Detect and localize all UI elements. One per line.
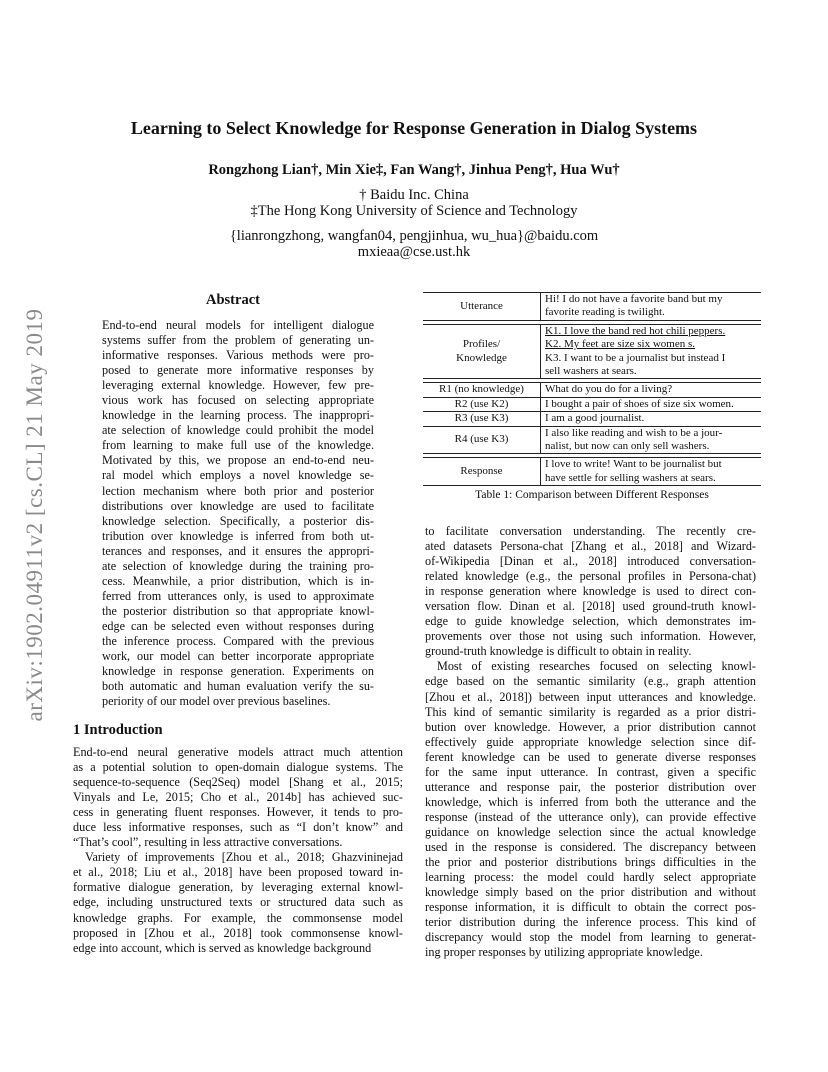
r3-label: R3 (use K3): [423, 412, 541, 425]
table-row: [423, 458, 761, 485]
r4-label: R4 (use K3): [423, 427, 541, 454]
text-line: ferent knowledge can be used to generate diverse responses: [425, 749, 756, 764]
table-row: [423, 398, 761, 411]
text-line: the inference process. Compared with the previous: [102, 633, 374, 648]
text-line: provements over those not using such information. However,: [425, 629, 756, 644]
text-line: ral model which employs a novel knowledge se-: [102, 468, 374, 483]
text-line: the prior and posterior distributions brings difficulties in the: [425, 855, 756, 870]
affiliation-hkust: ‡The Hong Kong University of Science and Technology: [250, 203, 578, 219]
comparison-table: [423, 292, 761, 486]
text-line: ate selection of knowledge during the training pro-: [102, 558, 374, 573]
text-line: versation flow. Dinan et al. [2018] used ground-truth knowl-: [425, 599, 756, 614]
text-line: both automatic and human evaluation verify the su-: [102, 679, 374, 694]
text-line: knowledge selection. Specifically, a posterior dis-: [102, 513, 374, 528]
text-line: learning process: the model could hardly select appropriate: [425, 870, 756, 885]
utterance-text: Hi! I do not have a favorite band but my: [545, 293, 723, 305]
r2-label: R2 (use K2): [423, 398, 541, 411]
table-row: [423, 293, 761, 320]
utterance-text: favorite reading is twilight.: [545, 306, 665, 319]
text-line: knowledge, which is inferred from both the utterance and the: [425, 794, 756, 809]
text-line: informative responses. Various methods were pro-: [102, 348, 374, 363]
text-line: knowledge graphs. For example, the commonsense model: [73, 910, 403, 925]
profiles-label: Profiles/ Knowledge: [423, 325, 541, 379]
text-line: related knowledge (e.g., the personal profiles in Persona-chat): [425, 569, 756, 584]
table-row: [423, 412, 761, 425]
response-text: I love to write! Want to be journalist but: [545, 458, 722, 471]
text-line: Variety of improvements [Zhou et al., 2018; Ghazvininejad: [85, 850, 403, 865]
text-line: to facilitate conversation understanding. The recently cre-: [425, 524, 756, 538]
text-line: response information, it is difficult to obtain the correct pos-: [425, 900, 756, 915]
abstract-body: [102, 318, 374, 709]
text-line: “That’s cool”, resulting in less attractive conversations.: [73, 835, 343, 850]
text-line: formative dialogue generation, by leveraging external knowl-: [73, 880, 403, 895]
text-line: tribution over knowledge is inferred from both ut-: [102, 528, 374, 543]
text-line: vious work has focused on selecting appropriate: [102, 393, 374, 408]
text-line: of-Wikipedia [Dinan et al., 2018] introduced conversation-: [425, 554, 756, 569]
text-line: End-to-end neural models for intelligent dialogue: [102, 318, 374, 332]
text-line: edge based on the semantic similarity (e.g., graph attention: [425, 674, 756, 689]
r1-label: R1 (no knowledge): [423, 383, 541, 396]
text-line: edge into account, which is served as knowledge background: [73, 940, 372, 955]
response-text: have settle for selling washers at sears.: [545, 471, 716, 484]
text-line: cess. Meanwhile, a prior distribution, which is in-: [102, 573, 374, 588]
knowledge-k2: K2. My feet are size six women s.: [545, 338, 695, 351]
introduction-heading: 1 Introduction: [73, 722, 163, 738]
text-line: distributions over knowledge are used to facilitate: [102, 498, 374, 513]
table-row: [423, 383, 761, 396]
r2-text: I bought a pair of shoes of size six women.: [545, 397, 734, 410]
text-line: knowledge simply based on the prior distribution and without: [425, 885, 756, 900]
text-line: the posterior distribution so that appropriate knowl-: [102, 603, 374, 618]
text-line: work, our model can better incorporate appropriate: [102, 649, 374, 664]
knowledge-k3: sell washers at sears.: [545, 365, 637, 378]
text-line: utterance and response pair, the posterior distribution over: [425, 779, 756, 794]
arxiv-identifier: arXiv:1902.04911v2 [cs.CL] 21 May 2019: [22, 308, 47, 722]
text-line: response (instead of the utterance only), can provide effective: [425, 809, 756, 824]
text-line: guidance on knowledge selection since the actual knowledge: [425, 824, 756, 839]
text-line: knowledge in the learning process. The inappropri-: [102, 408, 374, 423]
text-line: used in the response is considered. The discrepancy between: [425, 839, 756, 854]
introduction-body: [73, 745, 403, 956]
r3-text: I am a good journalist.: [545, 412, 645, 425]
text-line: duce less informative responses, such as “I don’t know” and: [73, 820, 403, 835]
text-line: lection mechanism where both prior and posterior: [102, 483, 374, 498]
text-line: discrepancy would stop the model from learning to generat-: [425, 930, 756, 945]
r4-text: I also like reading and wish to be a jour-: [545, 426, 723, 439]
text-line: This kind of semantic similarity is regarded as a prior distri-: [425, 704, 756, 719]
abstract-heading: Abstract: [206, 292, 260, 308]
text-line: for the same input utterance. In contrast, given a specific: [425, 764, 756, 779]
table-row: [423, 427, 761, 454]
text-line: posed to generate more informative responses by: [102, 363, 374, 378]
utterance-label: Utterance: [423, 293, 541, 320]
text-line: proposed in [Zhou et al., 2018] took commonsense knowl-: [73, 925, 403, 940]
text-line: sequence-to-sequence (Seq2Seq) model [Shang et al., 2015;: [73, 775, 403, 790]
text-line: ground-truth knowledge is difficult to obtain in reality.: [425, 644, 692, 659]
text-line: edge can be selected even without responses during: [102, 618, 374, 633]
text-line: ferred from utterances only, is used to approximate: [102, 588, 374, 603]
text-line: effectively guide appropriate knowledge selection since dif-: [425, 734, 756, 749]
affiliation-baidu: † Baidu Inc. China: [359, 187, 469, 203]
right-column-body: [425, 524, 756, 960]
text-line: End-to-end neural generative models attract much attention: [73, 745, 403, 759]
r4-text: nalist, but now can only sell washers.: [545, 440, 710, 453]
table-caption: Table 1: Comparison between Different Responses: [475, 489, 709, 501]
text-line: ate selection of knowledge could prohibit the model: [102, 423, 374, 438]
text-line: Vinyals and Le, 2015; Cho et al., 2014b] has achieved suc-: [73, 790, 403, 805]
text-line: periority of our model over previous baselines.: [102, 694, 331, 709]
text-line: ated datasets Persona-chat [Zhang et al., 2018] and Wizard-: [425, 539, 756, 554]
text-line: ing proper responses by utilizing appropriate knowledge.: [425, 945, 703, 960]
knowledge-k1: K1. I love the band red hot chili peppers.: [545, 324, 726, 337]
author-list: Rongzhong Lian†, Min Xie‡, Fan Wang†, Jinhua Peng†, Hua Wu†: [208, 162, 620, 178]
text-line: [Zhou et al., 2018]) between input utterances and knowledge.: [425, 689, 756, 704]
text-line: et al., 2018; Liu et al., 2018] have been proposed toward in-: [73, 865, 403, 880]
text-line: edge to guide knowledge selection, which demonstrates im-: [425, 614, 756, 629]
paper-title: Learning to Select Knowledge for Response Generation in Dialog Systems: [130, 118, 698, 138]
text-line: Motivated by this, we propose an end-to-end neu-: [102, 453, 374, 468]
text-line: as a potential solution to open-domain dialogue systems. The: [73, 760, 403, 775]
text-line: terances and responses, and it ensures the appropri-: [102, 543, 374, 558]
table-row: [423, 325, 761, 379]
text-line: leveraging external knowledge. However, few pre-: [102, 378, 374, 393]
email-baidu: {lianrongzhong, wangfan04, pengjinhua, wu_hua}@baidu.com: [229, 228, 599, 244]
text-line: bution over knowledge. However, a prior distribution cannot: [425, 719, 756, 734]
knowledge-k3: K3. I want to be a journalist but instead I: [545, 351, 726, 364]
text-line: Most of existing researches focused on selecting knowl-: [437, 659, 756, 674]
email-hkust: mxieaa@cse.ust.hk: [357, 244, 471, 260]
text-line: cess in generating fluent responses. However, it tends to pro-: [73, 805, 403, 820]
text-line: edge, including unstructured texts or structured data such as: [73, 895, 403, 910]
r1-text: What do you do for a living?: [545, 383, 673, 396]
text-line: knowledge in response generation. Experiments on: [102, 664, 374, 679]
response-label: Response: [423, 458, 541, 485]
text-line: terior distribution during the inference process. This kind of: [425, 915, 756, 930]
text-line: systems suffer from the problem of generating un-: [102, 333, 374, 348]
text-line: in response generation where knowledge is used to direct con-: [425, 584, 756, 599]
text-line: from learning to make full use of the knowledge.: [102, 438, 374, 453]
